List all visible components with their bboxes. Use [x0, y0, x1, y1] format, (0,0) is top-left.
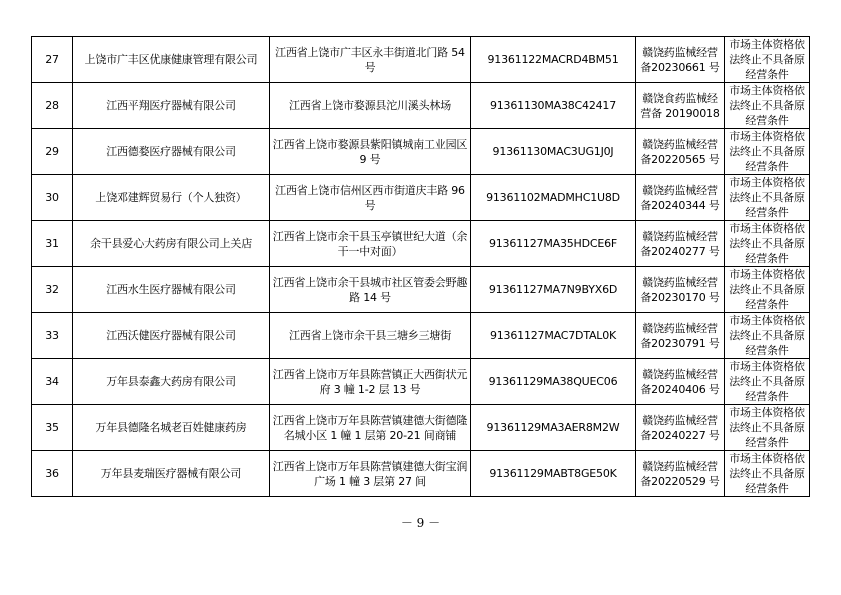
credit-code: 91361129MA3AER8M2W: [471, 405, 636, 451]
company-address: 江西省上饶市余干县玉亭镇世纪大道（余干一中对面）: [270, 221, 471, 267]
company-address: 江西省上饶市信州区西市街道庆丰路 96 号: [270, 175, 471, 221]
credit-code: 91361130MA38C42417: [471, 83, 636, 129]
record-number: 赣饶药监械经营备20240406 号: [636, 359, 725, 405]
row-number: 33: [32, 313, 73, 359]
record-number: 赣饶药监械经营备20240344 号: [636, 175, 725, 221]
cancellation-reason: 市场主体资格依法终止不具备原经营条件: [725, 129, 810, 175]
credit-code: 91361130MAC3UG1J0J: [471, 129, 636, 175]
table-row: [32, 37, 810, 83]
record-number: 赣饶药监械经营备20230170 号: [636, 267, 725, 313]
row-number: 32: [32, 267, 73, 313]
company-name: 江西德婺医疗器械有限公司: [73, 129, 270, 175]
company-name: 江西平翔医疗器械有限公司: [73, 83, 270, 129]
table-row: [32, 221, 810, 267]
credit-code: 91361127MA35HDCE6F: [471, 221, 636, 267]
record-number: 赣饶食药监械经营备 20190018: [636, 83, 725, 129]
company-address: 江西省上饶市余干县城市社区管委会野趣路 14 号: [270, 267, 471, 313]
company-address: 江西省上饶市广丰区永丰街道北门路 54 号: [270, 37, 471, 83]
table-row: [32, 359, 810, 405]
cancellation-reason: 市场主体资格依法终止不具备原经营条件: [725, 83, 810, 129]
company-address: 江西省上饶市婺源县紫阳镇城南工业园区 9 号: [270, 129, 471, 175]
cancellation-reason: 市场主体资格依法终止不具备原经营条件: [725, 267, 810, 313]
cancellation-reason: 市场主体资格依法终止不具备原经营条件: [725, 405, 810, 451]
table-row: [32, 405, 810, 451]
company-name: 万年县德隆名城老百姓健康药房: [73, 405, 270, 451]
table-row: [32, 129, 810, 175]
credit-code: 91361129MA38QUEC06: [471, 359, 636, 405]
cancellation-reason: 市场主体资格依法终止不具备原经营条件: [725, 175, 810, 221]
record-number: 赣饶药监械经营备20220529 号: [636, 451, 725, 497]
row-number: 31: [32, 221, 73, 267]
company-address: 江西省上饶市万年县陈营镇建德大街宝润广场 1 幢 3 层第 27 间: [270, 451, 471, 497]
company-name: 江西水生医疗器械有限公司: [73, 267, 270, 313]
row-number: 36: [32, 451, 73, 497]
company-address: 江西省上饶市万年县陈营镇正大西街状元府 3 幢 1-2 层 13 号: [270, 359, 471, 405]
credit-code: 91361127MA7N9BYX6D: [471, 267, 636, 313]
credit-code: 91361127MAC7DTAL0K: [471, 313, 636, 359]
page-number: － 9 －: [400, 516, 441, 530]
cancellation-reason: 市场主体资格依法终止不具备原经营条件: [725, 37, 810, 83]
table-row: [32, 451, 810, 497]
record-number: 赣饶药监械经营备20240227 号: [636, 405, 725, 451]
cancellation-reason: 市场主体资格依法终止不具备原经营条件: [725, 451, 810, 497]
record-number: 赣饶药监械经营备20230661 号: [636, 37, 725, 83]
record-number: 赣饶药监械经营备20230791 号: [636, 313, 725, 359]
record-number: 赣饶药监械经营备20220565 号: [636, 129, 725, 175]
company-address: 江西省上饶市婺源县沱川溪头林场: [270, 83, 471, 129]
company-address: 江西省上饶市万年县陈营镇建德大街德隆名城小区 1 幢 1 层第 20-21 间商铺: [270, 405, 471, 451]
company-name: 江西沃健医疗器械有限公司: [73, 313, 270, 359]
company-name: 万年县泰鑫大药房有限公司: [73, 359, 270, 405]
cancellation-reason: 市场主体资格依法终止不具备原经营条件: [725, 221, 810, 267]
row-number: 35: [32, 405, 73, 451]
cancellation-reason: 市场主体资格依法终止不具备原经营条件: [725, 359, 810, 405]
company-address: 江西省上饶市余干县三塘乡三塘街: [270, 313, 471, 359]
table-row: [32, 175, 810, 221]
cancellation-reason: 市场主体资格依法终止不具备原经营条件: [725, 313, 810, 359]
row-number: 30: [32, 175, 73, 221]
table-row: [32, 83, 810, 129]
company-name: 上饶邓建辉贸易行（个人独资）: [73, 175, 270, 221]
credit-code: 91361129MABT8GE50K: [471, 451, 636, 497]
row-number: 34: [32, 359, 73, 405]
records-table: [31, 36, 810, 497]
table-row: [32, 267, 810, 313]
row-number: 27: [32, 37, 73, 83]
row-number: 29: [32, 129, 73, 175]
row-number: 28: [32, 83, 73, 129]
company-name: 余干县爱心大药房有限公司上关店: [73, 221, 270, 267]
record-number: 赣饶药监械经营备20240277 号: [636, 221, 725, 267]
credit-code: 91361102MADMHC1U8D: [471, 175, 636, 221]
company-name: 上饶市广丰区优康健康管理有限公司: [73, 37, 270, 83]
table-row: [32, 313, 810, 359]
credit-code: 91361122MACRD4BM51: [471, 37, 636, 83]
company-name: 万年县麦瑞医疗器械有限公司: [73, 451, 270, 497]
